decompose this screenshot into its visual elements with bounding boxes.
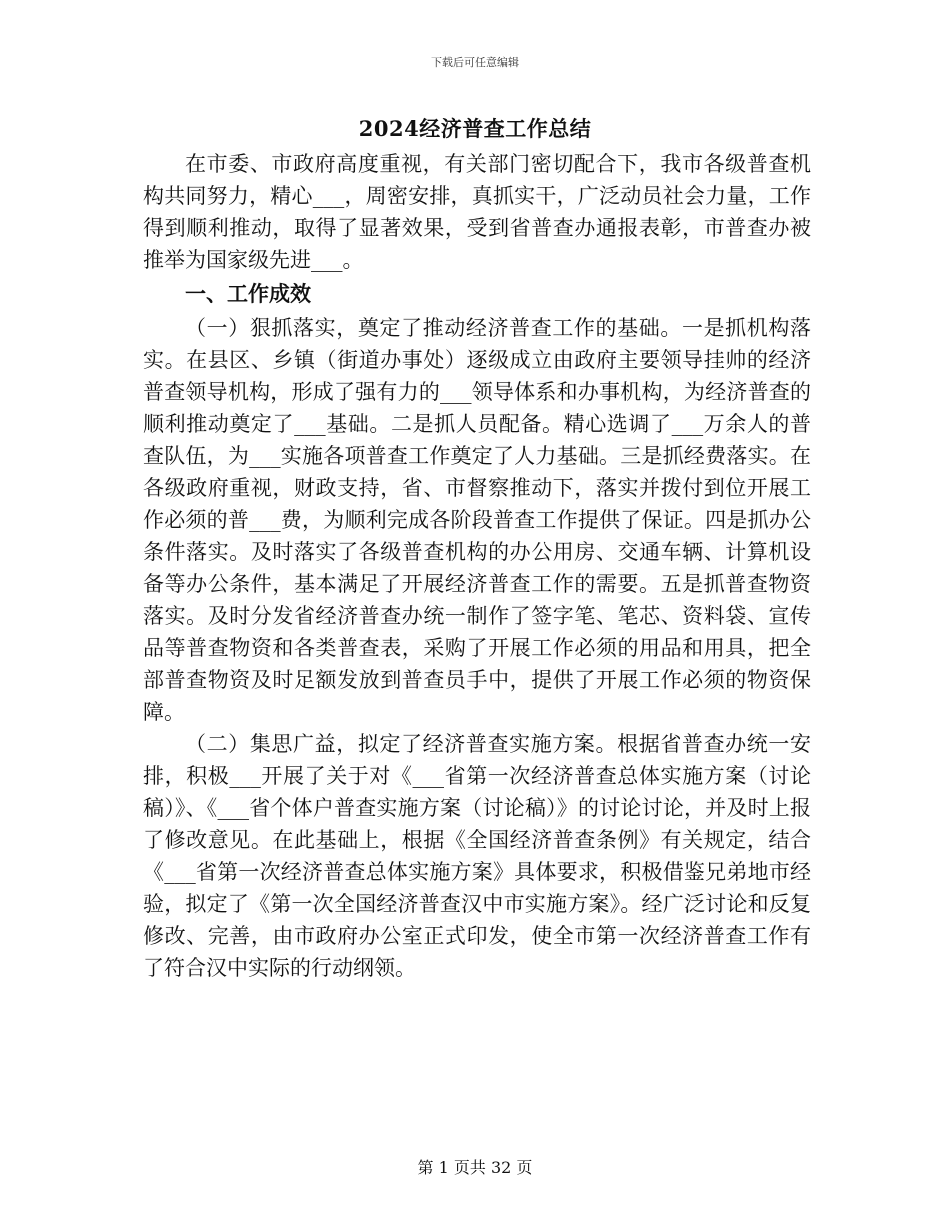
document-title: 2024经济普查工作总结 xyxy=(358,116,592,141)
section-heading: 一、工作成效 xyxy=(185,281,311,306)
intro-paragraph: 在市委、市政府高度重视，有关部门密切配合下，我市各级普查机构共同努力，精心___，周密安排，真抓实干，广泛动员社会力量，工作得到顺利推动，取得了显著效果，受到省普查办通报表彰，市普查办被推举为国家级先进___。 xyxy=(143,152,811,272)
document-body xyxy=(143,148,811,984)
body-paragraph-1: （一）狠抓落实，奠定了推动经济普查工作的基础。一是抓机构落实。在县区、乡镇（街道办事处）逐级成立由政府主要领导挂帅的经济普查领导机构，形成了强有力的___领导体系和办事机构，为经济普查的顺利推动奠定了___基础。二是抓人员配备。精心选调了___万余人的普查队伍，为___实施各项普查工作奠定了人力基础。三是抓经费落实。在各级政府重视，财政支持，省、市督察推动下，落实并拨付到位开展工作必须的普___费，为顺利完成各阶段普查工作提供了保证。四是抓办公条件落实。及时落实了各级普查机构的办公用房、交通车辆、计算机设备等办公条件，基本满足了开展经济普查工作的需要。五是抓普查物资落实。及时分发省经济普查办统一制作了签字笔、笔芯、资料袋、宣传品等普查物资和各类普查表，采购了开展工作必须的用品和用具，把全部普查物资及时足额发放到普查员手中，提供了开展工作必须的物资保障。 xyxy=(143,316,811,724)
page-number: 第 1 页共 32 页 xyxy=(417,1158,533,1177)
header-note: 下载后可任意编辑 xyxy=(431,56,519,69)
body-paragraph-2: （二）集思广益，拟定了经济普查实施方案。根据省普查办统一安排，积极___开展了关于对《___省第一次经济普查总体实施方案（讨论稿）》、《___省个体户普查实施方案（讨论稿）》的讨论讨论，并及时上报了修改意见。在此基础上，根据《全国经济普查条例》有关规定，结合《___省第一次经济普查总体实施方案》具体要求，积极借鉴兄弟地市经验，拟定了《第一次全国经济普查汉中市实施方案》。经广泛讨论和反复修改、完善，由市政府办公室正式印发，使全市第一次经济普查工作有了符合汉中实际的行动纲领。 xyxy=(143,732,811,980)
